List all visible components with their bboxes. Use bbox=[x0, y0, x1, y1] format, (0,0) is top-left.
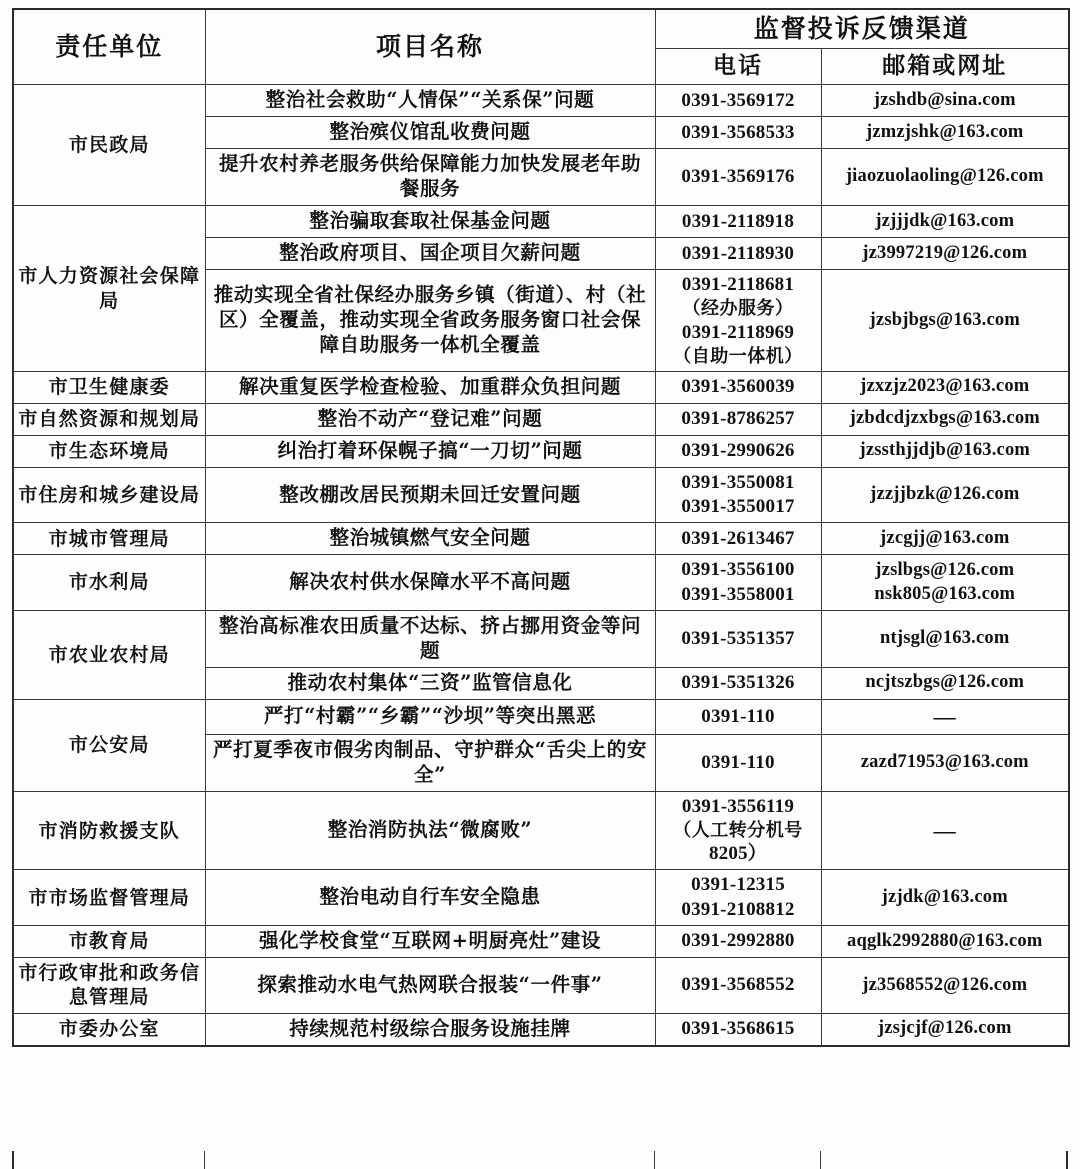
cell-mail bbox=[821, 435, 1069, 467]
cell-mail bbox=[821, 270, 1069, 372]
cell-phone bbox=[655, 958, 821, 1014]
cell-project-name: 解决重复医学检查检验、加重群众负担问题 bbox=[205, 371, 655, 403]
mail-address: jzssthjjdjb@163.com bbox=[859, 440, 1031, 461]
table-row bbox=[13, 958, 1069, 1014]
cell-mail bbox=[821, 1013, 1069, 1045]
cell-responsible-unit: 市教育局 bbox=[13, 926, 205, 958]
phone-number: 0391-3569176 bbox=[681, 166, 795, 188]
table-row bbox=[13, 371, 1069, 403]
cell-responsible-unit: 市公安局 bbox=[13, 699, 205, 791]
cell-mail bbox=[821, 791, 1069, 870]
cell-project-name: 严打“村霸”“乡霸”“沙坝”等突出黑恶 bbox=[205, 699, 655, 734]
cell-project-name: 整治消防执法“微腐败” bbox=[205, 791, 655, 870]
cell-project-name: 纠治打着环保幌子搞“一刀切”问题 bbox=[205, 435, 655, 467]
phone-number: 0391-2118918 bbox=[681, 210, 795, 232]
table-row bbox=[13, 791, 1069, 870]
phone-number: 0391-3556119 bbox=[681, 795, 795, 817]
phone-number: 0391-2108812 bbox=[681, 898, 795, 920]
cell-mail bbox=[821, 149, 1069, 206]
table-row bbox=[13, 467, 1069, 523]
cell-phone bbox=[655, 555, 821, 611]
cell-phone bbox=[655, 734, 821, 791]
header-feedback-channel: 监督投诉反馈渠道 bbox=[655, 9, 1069, 49]
cell-mail bbox=[821, 667, 1069, 699]
cell-mail bbox=[821, 403, 1069, 435]
cell-project-name: 推动实现全省社保经办服务乡镇（街道）、村（社区）全覆盖，推动实现全省政务服务窗口社会保障自助服务一体机全覆盖 bbox=[205, 270, 655, 372]
phone-number: 0391-110 bbox=[701, 751, 775, 773]
phone-number: 0391-2613467 bbox=[681, 527, 795, 549]
partial-divider-3 bbox=[820, 1151, 821, 1169]
cell-project-name: 整治骗取套取社保基金问题 bbox=[205, 206, 655, 238]
cell-mail bbox=[821, 870, 1069, 926]
phone-number: 0391-8786257 bbox=[681, 408, 795, 430]
mail-none: — bbox=[933, 703, 956, 729]
phone-number: 0391-2118930 bbox=[681, 242, 795, 264]
mail-address: zazd71953@163.com bbox=[860, 752, 1029, 773]
cell-responsible-unit: 市消防救援支队 bbox=[13, 791, 205, 870]
table-row bbox=[13, 699, 1069, 734]
mail-address: jzjjjdk@163.com bbox=[875, 210, 1015, 231]
cell-responsible-unit: 市市场监督管理局 bbox=[13, 870, 205, 926]
phone-number: 0391-2118969 bbox=[681, 321, 795, 343]
cell-mail bbox=[821, 610, 1069, 667]
cell-mail bbox=[821, 958, 1069, 1014]
cell-project-name: 提升农村养老服务供给保障能力加快发展老年助餐服务 bbox=[205, 149, 655, 206]
phone-number: 0391-3550017 bbox=[681, 496, 795, 518]
cell-responsible-unit: 市农业农村局 bbox=[13, 610, 205, 699]
cell-phone bbox=[655, 149, 821, 206]
cell-project-name: 整治社会救助“人情保”“关系保”问题 bbox=[205, 85, 655, 117]
cell-project-name: 整治高标准农田质量不达标、挤占挪用资金等问题 bbox=[205, 610, 655, 667]
mail-address: jzxzjz2023@163.com bbox=[860, 376, 1030, 397]
header-row-top bbox=[13, 9, 1069, 49]
table-body bbox=[13, 85, 1069, 1046]
cell-responsible-unit: 市卫生健康委 bbox=[13, 371, 205, 403]
mail-address: jzjdk@163.com bbox=[881, 886, 1008, 907]
partial-divider-2 bbox=[654, 1151, 655, 1169]
cell-phone bbox=[655, 610, 821, 667]
cell-mail bbox=[821, 117, 1069, 149]
cell-responsible-unit: 市自然资源和规划局 bbox=[13, 403, 205, 435]
table-row bbox=[13, 206, 1069, 238]
cell-mail bbox=[821, 206, 1069, 238]
mail-address: jzslbgs@126.com bbox=[875, 559, 1015, 580]
cell-phone bbox=[655, 791, 821, 870]
cell-phone bbox=[655, 1013, 821, 1045]
mail-address: aqglk2992880@163.com bbox=[847, 930, 1043, 951]
cell-mail bbox=[821, 238, 1069, 270]
cell-phone bbox=[655, 699, 821, 734]
phone-number: 0391-5351326 bbox=[681, 672, 795, 694]
table-row bbox=[13, 403, 1069, 435]
header-project-name: 项目名称 bbox=[205, 9, 655, 85]
phone-number: 0391-3550081 bbox=[681, 471, 795, 493]
phone-number: 0391-2992880 bbox=[681, 930, 795, 952]
cell-responsible-unit: 市水利局 bbox=[13, 555, 205, 611]
header-responsible-unit: 责任单位 bbox=[13, 9, 205, 85]
mail-none: — bbox=[933, 817, 956, 843]
table-row bbox=[13, 435, 1069, 467]
partial-divider-1 bbox=[204, 1151, 205, 1169]
phone-number: 0391-3558001 bbox=[681, 583, 795, 605]
cell-phone bbox=[655, 435, 821, 467]
cell-mail bbox=[821, 467, 1069, 523]
phone-number: 8205） bbox=[708, 843, 767, 865]
cell-project-name: 探索推动水电气热网联合报装“一件事” bbox=[205, 958, 655, 1014]
phone-number: 0391-3560039 bbox=[681, 376, 795, 398]
phone-number: 0391-12315 bbox=[691, 874, 785, 896]
cell-project-name: 严打夏季夜市假劣肉制品、守护群众“舌尖上的安全” bbox=[205, 734, 655, 791]
cell-mail bbox=[821, 555, 1069, 611]
cell-mail bbox=[821, 699, 1069, 734]
cell-phone bbox=[655, 206, 821, 238]
phone-number: 0391-3556100 bbox=[681, 559, 795, 581]
cell-phone bbox=[655, 870, 821, 926]
cell-phone bbox=[655, 238, 821, 270]
mail-address: jzsbjbgs@163.com bbox=[869, 309, 1020, 330]
cell-responsible-unit: 市人力资源社会保障局 bbox=[13, 206, 205, 372]
mail-address: jz3568552@126.com bbox=[862, 974, 1028, 995]
mail-address: jz3997219@126.com bbox=[862, 242, 1028, 263]
phone-number: 0391-3568552 bbox=[681, 974, 795, 996]
cell-phone bbox=[655, 270, 821, 372]
cell-mail bbox=[821, 85, 1069, 117]
table-row bbox=[13, 610, 1069, 667]
mail-address: jzcgjj@163.com bbox=[880, 527, 1010, 548]
cell-responsible-unit: 市生态环境局 bbox=[13, 435, 205, 467]
mail-address: jzsjcjf@126.com bbox=[877, 1018, 1012, 1039]
header-phone: 电话 bbox=[655, 49, 821, 85]
cell-project-name: 整改棚改居民预期未回迁安置问题 bbox=[205, 467, 655, 523]
cell-phone bbox=[655, 667, 821, 699]
cell-project-name: 持续规范村级综合服务设施挂牌 bbox=[205, 1013, 655, 1045]
mail-address: nsk805@163.com bbox=[874, 583, 1016, 604]
table-row bbox=[13, 1013, 1069, 1045]
responsibility-table bbox=[12, 8, 1070, 1047]
cell-project-name: 整治殡仪馆乱收费问题 bbox=[205, 117, 655, 149]
cell-phone bbox=[655, 467, 821, 523]
table-row bbox=[13, 926, 1069, 958]
phone-number: 0391-3568615 bbox=[681, 1018, 795, 1039]
mail-address: jzshdb@sina.com bbox=[873, 90, 1016, 111]
phone-number: 0391-110 bbox=[701, 705, 775, 727]
cell-phone bbox=[655, 926, 821, 958]
table-row bbox=[13, 870, 1069, 926]
cell-phone bbox=[655, 403, 821, 435]
next-page-partial-row bbox=[12, 1151, 1068, 1169]
mail-address: jzbdcdjzxbgs@163.com bbox=[849, 408, 1040, 429]
cell-responsible-unit: 市城市管理局 bbox=[13, 523, 205, 555]
cell-project-name: 整治政府项目、国企项目欠薪问题 bbox=[205, 238, 655, 270]
cell-project-name: 整治电动自行车安全隐患 bbox=[205, 870, 655, 926]
phone-number: 0391-3568533 bbox=[681, 121, 795, 143]
mail-address: jzmzjshk@163.com bbox=[865, 122, 1024, 143]
cell-phone bbox=[655, 371, 821, 403]
phone-number: 0391-3569172 bbox=[681, 89, 795, 111]
phone-number: 0391-2118681 bbox=[681, 274, 795, 296]
cell-phone bbox=[655, 85, 821, 117]
cell-responsible-unit: 市民政局 bbox=[13, 85, 205, 206]
table-row bbox=[13, 523, 1069, 555]
table-header bbox=[13, 9, 1069, 85]
cell-responsible-unit: 市行政审批和政务信息管理局 bbox=[13, 958, 205, 1014]
cell-phone bbox=[655, 117, 821, 149]
cell-responsible-unit: 市住房和城乡建设局 bbox=[13, 467, 205, 523]
mail-address: ncjtszbgs@126.com bbox=[865, 672, 1025, 693]
mail-address: jiaozuolaoling@126.com bbox=[845, 166, 1044, 187]
header-mail: 邮箱或网址 bbox=[821, 49, 1069, 85]
cell-project-name: 强化学校食堂“互联网+明厨亮灶”建设 bbox=[205, 926, 655, 958]
table-row bbox=[13, 85, 1069, 117]
cell-project-name: 推动农村集体“三资”监管信息化 bbox=[205, 667, 655, 699]
mail-address: ntjsgl@163.com bbox=[880, 628, 1010, 649]
cell-mail bbox=[821, 523, 1069, 555]
mail-address: jzzjjbzk@126.com bbox=[870, 484, 1020, 505]
cell-phone bbox=[655, 523, 821, 555]
phone-number: 0391-5351357 bbox=[681, 627, 795, 649]
phone-number: 0391-2990626 bbox=[681, 440, 795, 462]
cell-mail bbox=[821, 734, 1069, 791]
cell-mail bbox=[821, 371, 1069, 403]
cell-mail bbox=[821, 926, 1069, 958]
cell-responsible-unit: 市委办公室 bbox=[13, 1013, 205, 1045]
phone-note: （人工转分机号 bbox=[673, 820, 803, 842]
phone-note: （经办服务） bbox=[682, 298, 794, 320]
table-row bbox=[13, 555, 1069, 611]
cell-project-name: 解决农村供水保障水平不高问题 bbox=[205, 555, 655, 611]
cell-project-name: 整治城镇燃气安全问题 bbox=[205, 523, 655, 555]
phone-note: （自助一体机） bbox=[673, 345, 803, 367]
cell-project-name: 整治不动产“登记难”问题 bbox=[205, 403, 655, 435]
